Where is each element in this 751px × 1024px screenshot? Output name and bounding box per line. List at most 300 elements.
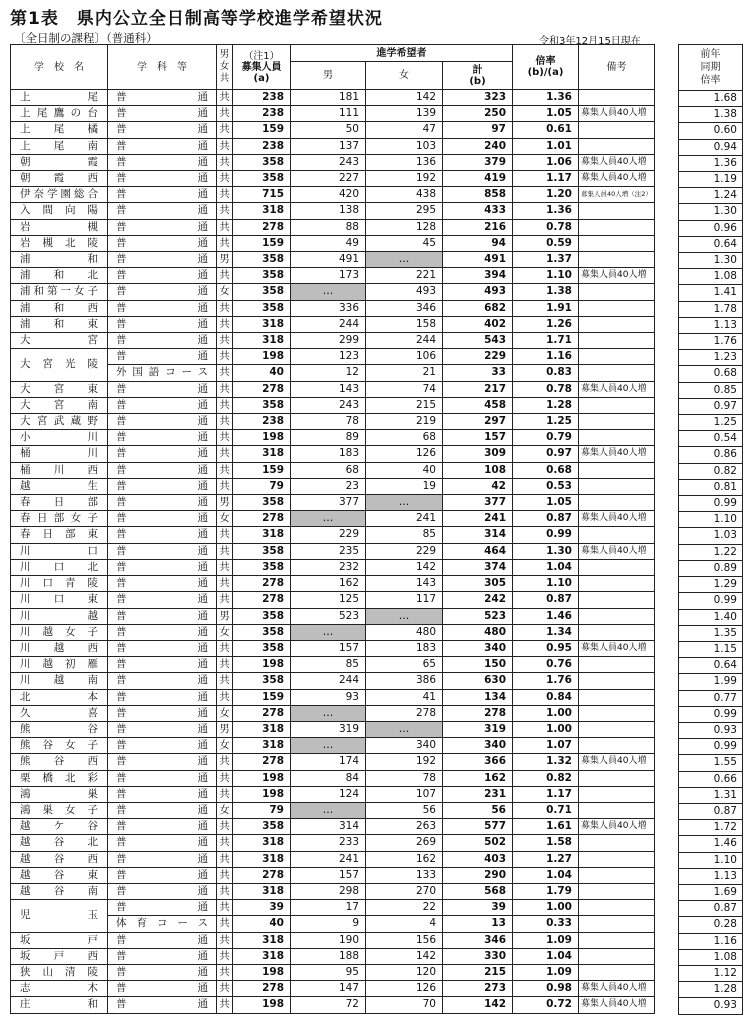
total-count-cell: 377 <box>443 495 513 511</box>
gender-cell: 共 <box>217 365 233 381</box>
prev-ratio-cell: 1.25 <box>679 415 743 431</box>
remarks-cell: 募集人員40人増 <box>579 640 655 656</box>
header-applicants: 進学希望者 <box>291 45 513 62</box>
course-cell: 普通 <box>108 316 217 332</box>
total-count-cell: 374 <box>443 559 513 575</box>
prev-year-row <box>679 415 743 431</box>
header-gender: 男 女 共 <box>217 45 233 90</box>
female-count-cell: 192 <box>366 754 443 770</box>
prev-ratio-cell: 0.97 <box>679 398 743 414</box>
header-ratio-sub: (b)/(a) <box>527 67 564 78</box>
prev-ratio-cell: 0.93 <box>679 722 743 738</box>
male-count-cell: 143 <box>291 381 366 397</box>
female-count-cell: 142 <box>366 90 443 106</box>
total-count-cell: 682 <box>443 300 513 316</box>
table-row <box>11 154 655 170</box>
school-name-cell: 上尾 <box>11 90 108 106</box>
gender-cell: 共 <box>217 235 233 251</box>
total-count-cell: 42 <box>443 478 513 494</box>
capacity-cell: 278 <box>233 754 291 770</box>
male-count-cell: 124 <box>291 786 366 802</box>
male-count-cell: 93 <box>291 689 366 705</box>
prev-year-row <box>679 544 743 560</box>
course-cell: 普通 <box>108 252 217 268</box>
capacity-cell: 358 <box>233 673 291 689</box>
prev-ratio-cell: 1.03 <box>679 528 743 544</box>
ratio-cell: 1.36 <box>513 203 579 219</box>
prev-ratio-cell: 1.28 <box>679 982 743 998</box>
prev-year-row <box>679 382 743 398</box>
total-count-cell: 157 <box>443 430 513 446</box>
total-count-cell: 134 <box>443 689 513 705</box>
prev-year-row <box>679 901 743 917</box>
ratio-cell: 1.36 <box>513 90 579 106</box>
prev-ratio-cell: 1.31 <box>679 787 743 803</box>
male-count-cell: 232 <box>291 559 366 575</box>
prev-ratio-cell: 0.87 <box>679 803 743 819</box>
table-row <box>11 608 655 624</box>
capacity-cell: 318 <box>233 948 291 964</box>
male-count-cell: 523 <box>291 608 366 624</box>
remarks-cell: 募集人員40人増 <box>579 511 655 527</box>
header-course: 学 科 等 <box>108 45 217 90</box>
course-cell: 普通 <box>108 138 217 154</box>
capacity-cell: 358 <box>233 268 291 284</box>
total-count-cell: 314 <box>443 527 513 543</box>
table-row <box>11 786 655 802</box>
remarks-cell <box>579 90 655 106</box>
course-cell: 普通 <box>108 981 217 997</box>
female-count-cell: 103 <box>366 138 443 154</box>
female-count-cell: 56 <box>366 802 443 818</box>
course-cell: 普通 <box>108 640 217 656</box>
ratio-cell: 1.27 <box>513 851 579 867</box>
prev-ratio-cell: 1.78 <box>679 301 743 317</box>
prev-ratio-cell: 0.96 <box>679 220 743 236</box>
school-name-cell: 朝霞西 <box>11 171 108 187</box>
table-row <box>11 738 655 754</box>
male-count-cell: 157 <box>291 640 366 656</box>
gender-cell: 共 <box>217 446 233 462</box>
table-row <box>11 284 655 300</box>
main-table <box>10 44 655 1014</box>
course-cell: 普通 <box>108 900 217 916</box>
table-row <box>11 446 655 462</box>
gender-cell: 女 <box>217 284 233 300</box>
prev-year-row <box>679 836 743 852</box>
header-male: 男 <box>291 62 366 90</box>
total-count-cell: 577 <box>443 819 513 835</box>
total-count-cell: 39 <box>443 900 513 916</box>
course-cell: 普通 <box>108 154 217 170</box>
total-count-cell: 33 <box>443 365 513 381</box>
school-name-cell: 川越初雁 <box>11 657 108 673</box>
table-row <box>11 235 655 251</box>
female-count-cell: 229 <box>366 543 443 559</box>
prev-year-row <box>679 787 743 803</box>
remarks-cell <box>579 608 655 624</box>
course-cell: 普通 <box>108 381 217 397</box>
school-name-cell: 川越 <box>11 608 108 624</box>
ratio-cell: 1.10 <box>513 576 579 592</box>
total-count-cell: 150 <box>443 657 513 673</box>
school-name-cell: 浦和東 <box>11 316 108 332</box>
total-count-cell: 480 <box>443 624 513 640</box>
male-count-cell: 111 <box>291 106 366 122</box>
gender-cell: 共 <box>217 187 233 203</box>
remarks-cell <box>579 203 655 219</box>
remarks-cell <box>579 916 655 932</box>
gender-cell: 女 <box>217 802 233 818</box>
total-count-cell: 273 <box>443 981 513 997</box>
prev-ratio-cell: 1.13 <box>679 317 743 333</box>
course-cell: 普通 <box>108 511 217 527</box>
female-count-cell: 85 <box>366 527 443 543</box>
ratio-cell: 0.95 <box>513 640 579 656</box>
gender-cell: 共 <box>217 948 233 964</box>
female-count-cell: … <box>366 608 443 624</box>
prev-year-row <box>679 285 743 301</box>
female-count-cell: 278 <box>366 705 443 721</box>
ratio-cell: 1.09 <box>513 964 579 980</box>
capacity-cell: 358 <box>233 559 291 575</box>
total-count-cell: 366 <box>443 754 513 770</box>
capacity-cell: 358 <box>233 171 291 187</box>
total-count-cell: 458 <box>443 397 513 413</box>
school-name-cell: 岩槻 <box>11 219 108 235</box>
table-row <box>11 673 655 689</box>
table-row <box>11 219 655 235</box>
female-count-cell: 126 <box>366 981 443 997</box>
ratio-cell: 1.10 <box>513 268 579 284</box>
table-row <box>11 754 655 770</box>
capacity-cell: 40 <box>233 365 291 381</box>
ratio-cell: 1.17 <box>513 171 579 187</box>
ratio-cell: 0.79 <box>513 430 579 446</box>
female-count-cell: … <box>366 495 443 511</box>
remarks-cell <box>579 948 655 964</box>
course-cell: 普通 <box>108 203 217 219</box>
ratio-cell: 1.09 <box>513 932 579 948</box>
gender-cell: 共 <box>217 106 233 122</box>
course-cell: 普通 <box>108 106 217 122</box>
prev-year-row <box>679 771 743 787</box>
male-count-cell: 84 <box>291 770 366 786</box>
school-name-cell: 越谷東 <box>11 867 108 883</box>
remarks-cell: 募集人員40人増 <box>579 543 655 559</box>
table-row <box>11 964 655 980</box>
prev-ratio-cell: 0.99 <box>679 496 743 512</box>
female-count-cell: 45 <box>366 235 443 251</box>
course-cell: 普通 <box>108 397 217 413</box>
school-name-cell: 大宮東 <box>11 381 108 397</box>
male-count-cell: 174 <box>291 754 366 770</box>
course-cell: 普通 <box>108 90 217 106</box>
remarks-cell <box>579 478 655 494</box>
school-name-cell: 久喜 <box>11 705 108 721</box>
prev-ratio-cell: 1.46 <box>679 836 743 852</box>
female-count-cell: 136 <box>366 154 443 170</box>
school-name-cell: 浦和西 <box>11 300 108 316</box>
prev-year-row <box>679 690 743 706</box>
gender-cell: 男 <box>217 721 233 737</box>
female-count-cell: 40 <box>366 462 443 478</box>
male-count-cell: 235 <box>291 543 366 559</box>
male-count-cell: 241 <box>291 851 366 867</box>
remarks-cell: 募集人員40人増 <box>579 754 655 770</box>
course-cell: 普通 <box>108 948 217 964</box>
female-count-cell: 106 <box>366 349 443 365</box>
gender-cell: 男 <box>217 252 233 268</box>
prev-year-row <box>679 852 743 868</box>
total-count-cell: 433 <box>443 203 513 219</box>
female-count-cell: 143 <box>366 576 443 592</box>
prev-ratio-cell: 0.66 <box>679 771 743 787</box>
gender-cell: 共 <box>217 138 233 154</box>
male-count-cell: 173 <box>291 268 366 284</box>
school-name-cell: 朝霞 <box>11 154 108 170</box>
table-row <box>11 106 655 122</box>
prev-year-row <box>679 317 743 333</box>
course-cell: 普通 <box>108 495 217 511</box>
male-count-cell: 49 <box>291 235 366 251</box>
main-table-body <box>11 90 655 1014</box>
total-count-cell: 216 <box>443 219 513 235</box>
remarks-cell <box>579 883 655 899</box>
prev-ratio-cell: 0.87 <box>679 901 743 917</box>
capacity-cell: 79 <box>233 802 291 818</box>
female-count-cell: 295 <box>366 203 443 219</box>
male-count-cell: 89 <box>291 430 366 446</box>
female-count-cell: 346 <box>366 300 443 316</box>
ratio-cell: 1.01 <box>513 138 579 154</box>
table-row <box>11 721 655 737</box>
total-count-cell: 330 <box>443 948 513 964</box>
remarks-cell <box>579 932 655 948</box>
capacity-cell: 318 <box>233 883 291 899</box>
school-name-cell: 越谷西 <box>11 851 108 867</box>
remarks-cell: 募集人員40人増 <box>579 819 655 835</box>
capacity-cell: 159 <box>233 122 291 138</box>
prev-ratio-cell: 0.99 <box>679 706 743 722</box>
school-name-cell: 越谷南 <box>11 883 108 899</box>
table-row <box>11 495 655 511</box>
prev-ratio-cell: 0.64 <box>679 658 743 674</box>
gender-cell: 共 <box>217 997 233 1013</box>
ratio-cell: 0.82 <box>513 770 579 786</box>
school-name-cell: 熊谷女子 <box>11 738 108 754</box>
ratio-cell: 1.20 <box>513 187 579 203</box>
ratio-cell: 0.53 <box>513 478 579 494</box>
gender-cell: 共 <box>217 122 233 138</box>
course-cell: 普通 <box>108 721 217 737</box>
school-name-cell: 鴻巣 <box>11 786 108 802</box>
female-count-cell: 386 <box>366 673 443 689</box>
male-count-cell: 319 <box>291 721 366 737</box>
school-name-cell: 坂戸西 <box>11 948 108 964</box>
capacity-cell: 715 <box>233 187 291 203</box>
prev-year-row <box>679 577 743 593</box>
course-cell: 外国語コース <box>108 365 217 381</box>
male-count-cell: 336 <box>291 300 366 316</box>
total-count-cell: 241 <box>443 511 513 527</box>
prev-year-row <box>679 301 743 317</box>
gender-cell: 共 <box>217 333 233 349</box>
capacity-cell: 358 <box>233 608 291 624</box>
gender-cell: 共 <box>217 154 233 170</box>
male-count-cell: 12 <box>291 365 366 381</box>
ratio-cell: 1.25 <box>513 414 579 430</box>
table-row <box>11 624 655 640</box>
prev-ratio-cell: 1.13 <box>679 868 743 884</box>
prev-ratio-cell: 1.08 <box>679 269 743 285</box>
male-count-cell: 243 <box>291 154 366 170</box>
school-name-cell: 小川 <box>11 430 108 446</box>
prev-ratio-cell: 0.82 <box>679 463 743 479</box>
course-cell: 普通 <box>108 300 217 316</box>
remarks-cell <box>579 414 655 430</box>
remarks-cell <box>579 235 655 251</box>
remarks-cell: 募集人員40人増 <box>579 268 655 284</box>
gender-cell: 男 <box>217 495 233 511</box>
gender-cell: 共 <box>217 349 233 365</box>
total-count-cell: 242 <box>443 592 513 608</box>
total-count-cell: 13 <box>443 916 513 932</box>
total-count-cell: 502 <box>443 835 513 851</box>
gender-cell: 共 <box>217 819 233 835</box>
course-cell: 普通 <box>108 430 217 446</box>
header-ratio-label: 倍率 <box>535 56 556 67</box>
school-name-cell: 大宮 <box>11 333 108 349</box>
gender-cell: 共 <box>217 932 233 948</box>
total-count-cell: 231 <box>443 786 513 802</box>
prev-year-table <box>678 44 743 1015</box>
ratio-cell: 0.97 <box>513 446 579 462</box>
course-cell: 体育コース <box>108 916 217 932</box>
male-count-cell: 314 <box>291 819 366 835</box>
table-row <box>11 203 655 219</box>
header-capacity-label: 募集人員 <box>241 61 282 73</box>
gender-cell: 共 <box>217 543 233 559</box>
capacity-cell: 238 <box>233 414 291 430</box>
capacity-cell: 278 <box>233 592 291 608</box>
table-row <box>11 559 655 575</box>
female-count-cell: 22 <box>366 900 443 916</box>
total-count-cell: 568 <box>443 883 513 899</box>
school-name-cell: 春日部東 <box>11 527 108 543</box>
prev-ratio-cell: 1.69 <box>679 884 743 900</box>
capacity-cell: 358 <box>233 543 291 559</box>
prev-ratio-cell: 0.68 <box>679 366 743 382</box>
remarks-cell <box>579 300 655 316</box>
course-cell: 普通 <box>108 883 217 899</box>
ratio-cell: 1.26 <box>513 316 579 332</box>
school-name-cell: 大宮武蔵野 <box>11 414 108 430</box>
male-count-cell: 9 <box>291 916 366 932</box>
prev-year-row <box>679 172 743 188</box>
course-cell: 普通 <box>108 802 217 818</box>
female-count-cell: 270 <box>366 883 443 899</box>
prev-ratio-cell: 0.28 <box>679 917 743 933</box>
remarks-cell: 募集人員40人増 <box>579 171 655 187</box>
school-name-cell: 狭山清陵 <box>11 964 108 980</box>
prev-year-row <box>679 528 743 544</box>
course-cell: 普通 <box>108 657 217 673</box>
table-row <box>11 365 655 381</box>
remarks-cell <box>579 770 655 786</box>
remarks-cell: 募集人員40人増 <box>579 154 655 170</box>
table-subtitle: 〔全日制の課程〕（普通科） <box>14 31 158 45</box>
ratio-cell: 1.00 <box>513 721 579 737</box>
prev-year-row <box>679 236 743 252</box>
remarks-cell <box>579 592 655 608</box>
table-row <box>11 932 655 948</box>
table-row <box>11 300 655 316</box>
prev-year-row <box>679 803 743 819</box>
remarks-cell <box>579 851 655 867</box>
course-cell: 普通 <box>108 592 217 608</box>
male-count-cell: 95 <box>291 964 366 980</box>
remarks-cell <box>579 284 655 300</box>
header-remarks: 備考 <box>579 45 655 90</box>
male-count-cell: 125 <box>291 592 366 608</box>
prev-year-row <box>679 334 743 350</box>
male-count-cell: … <box>291 738 366 754</box>
prev-year-row <box>679 917 743 933</box>
male-count-cell: 181 <box>291 90 366 106</box>
prev-year-row <box>679 641 743 657</box>
capacity-cell: 238 <box>233 106 291 122</box>
course-cell: 普通 <box>108 235 217 251</box>
course-cell: 普通 <box>108 705 217 721</box>
female-count-cell: 162 <box>366 851 443 867</box>
remarks-cell: 募集人員40人増 <box>579 997 655 1013</box>
page-title: 第1表 県内公立全日制高等学校進学希望状況 <box>10 9 383 29</box>
total-count-cell: 491 <box>443 252 513 268</box>
capacity-cell: 159 <box>233 235 291 251</box>
male-count-cell: 244 <box>291 316 366 332</box>
prev-ratio-cell: 1.41 <box>679 285 743 301</box>
capacity-cell: 358 <box>233 252 291 268</box>
capacity-cell: 318 <box>233 721 291 737</box>
table-row <box>11 802 655 818</box>
remarks-cell <box>579 252 655 268</box>
male-count-cell: 68 <box>291 462 366 478</box>
remarks-cell <box>579 122 655 138</box>
ratio-cell: 0.99 <box>513 527 579 543</box>
course-cell: 普通 <box>108 187 217 203</box>
table-row <box>11 770 655 786</box>
course-cell: 普通 <box>108 867 217 883</box>
school-name-cell: 上尾橘 <box>11 122 108 138</box>
remarks-cell <box>579 673 655 689</box>
school-name-cell: 熊谷 <box>11 721 108 737</box>
remarks-cell <box>579 705 655 721</box>
male-count-cell: … <box>291 511 366 527</box>
ratio-cell: 0.59 <box>513 235 579 251</box>
course-cell: 普通 <box>108 462 217 478</box>
male-count-cell: 491 <box>291 252 366 268</box>
ratio-cell: 1.76 <box>513 673 579 689</box>
total-count-cell: 402 <box>443 316 513 332</box>
prev-year-row <box>679 155 743 171</box>
gender-cell: 共 <box>217 835 233 851</box>
female-count-cell: 215 <box>366 397 443 413</box>
table-row <box>11 900 655 916</box>
capacity-cell: 198 <box>233 657 291 673</box>
male-count-cell: … <box>291 705 366 721</box>
table-row <box>11 997 655 1013</box>
